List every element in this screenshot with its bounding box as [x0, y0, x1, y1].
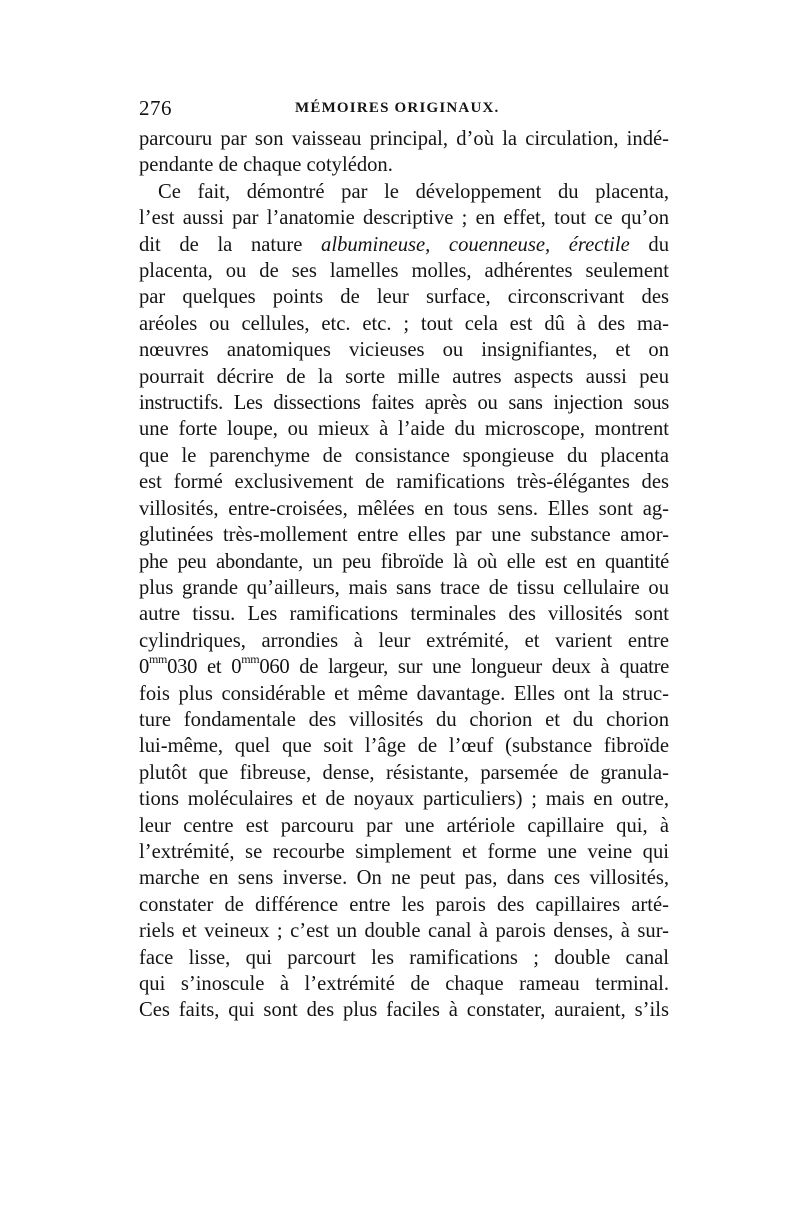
unit-superscript: mm [149, 652, 168, 667]
unit-superscript: mm [241, 652, 260, 667]
text-line: villosités, entre-croisées, mêlées en tous sens. Elles sont ag- [139, 497, 669, 520]
measurement-value: 030 et [167, 656, 232, 679]
text-line: parcouru par son vaisseau principal, d’où la circulation, indé- [139, 128, 669, 150]
measurement-value: 0 [139, 656, 149, 679]
text-line: est formé exclusivement de ramifications très-élégantes des [139, 471, 669, 494]
book-page [139, 96, 669, 1024]
text-line: qui s’inoscule à l’extrémité de chaque rameau terminal. [139, 973, 669, 995]
text-line: leur centre est parcouru par une artériole capillaire qui, à [139, 814, 669, 837]
text-line: une forte loupe, ou mieux à l’aide du microscope, montrent [139, 418, 669, 441]
text-line: phe peu abondante, un peu fibroïde là où elle est en quantité [139, 550, 669, 573]
text-line-measurements [139, 654, 669, 680]
body-text [139, 126, 669, 1024]
measurement-value: 060 de largeur, sur une longueur deux à quatre [259, 656, 669, 679]
text-line: riels et veineux ; c’est un double canal à parois denses, à sur- [139, 920, 669, 943]
line-segment: du [629, 233, 669, 256]
text-line: placenta, ou de ses lamelles molles, adhérentes seulement [139, 260, 669, 283]
text-line: que le parenchyme de consistance spongieuse du placenta [139, 444, 669, 467]
text-line-with-italics [139, 232, 669, 258]
running-title: MÉMOIRES ORIGINAUX. [295, 100, 500, 116]
text-line: ture fondamentale des villosités du chorion et du chorion [139, 708, 669, 731]
text-line: l’extrémité, se recourbe simplement et forme une veine qui [139, 840, 669, 863]
page-header [139, 96, 669, 126]
line-segment: dit de la nature [139, 233, 322, 256]
text-line: lui-même, quel que soit l’âge de l’œuf (substance fibroïde [139, 735, 669, 758]
text-line: aréoles ou cellules, etc. etc. ; tout cela est dû à des ma- [139, 312, 669, 335]
text-line: plus grande qu’ailleurs, mais sans trace de tissu cellulaire ou [139, 576, 669, 599]
text-line: marche en sens inverse. On ne peut pas, dans ces villosités, [139, 867, 669, 890]
text-line: instructifs. Les dissections faites après ou sans injection sous [139, 392, 669, 415]
text-line: glutinées très-mollement entre elles par une substance amor- [139, 524, 669, 547]
text-line: face lisse, qui parcourt les ramifications ; double canal [139, 946, 669, 969]
text-line: pendante de chaque cotylédon. [139, 154, 393, 177]
page-number: 276 [139, 96, 172, 120]
text-line: par quelques points de leur surface, circonscrivant des [139, 286, 669, 309]
text-line: cylindriques, arrondies à leur extrémité, et varient entre [139, 629, 669, 652]
text-line: plutôt que fibreuse, dense, résistante, parsemée de granula- [139, 761, 669, 784]
text-line: fois plus considérable et même davantage. Elles ont la struc- [139, 682, 669, 705]
italic-terms: albumineuse, couenneuse, érectile [321, 233, 630, 256]
paragraph-start-line: Ce fait, démontré par le développement du placenta, [158, 180, 669, 203]
text-line: constater de différence entre les parois des capillaires arté- [139, 893, 669, 916]
text-line: tions moléculaires et de noyaux particuliers) ; mais en outre, [139, 788, 669, 811]
text-line: Ces faits, qui sont des plus faciles à constater, auraient, s’ils [139, 999, 669, 1022]
text-line: pourrait décrire de la sorte mille autres aspects aussi peu [139, 365, 669, 388]
text-line: nœuvres anatomiques vicieuses ou insignifiantes, et on [139, 339, 669, 362]
measurement-value: 0 [231, 656, 242, 679]
text-line: l’est aussi par l’anatomie descriptive ; en effet, tout ce qu’on [139, 207, 669, 230]
text-line: autre tissu. Les ramifications terminales des villosités sont [139, 603, 669, 626]
